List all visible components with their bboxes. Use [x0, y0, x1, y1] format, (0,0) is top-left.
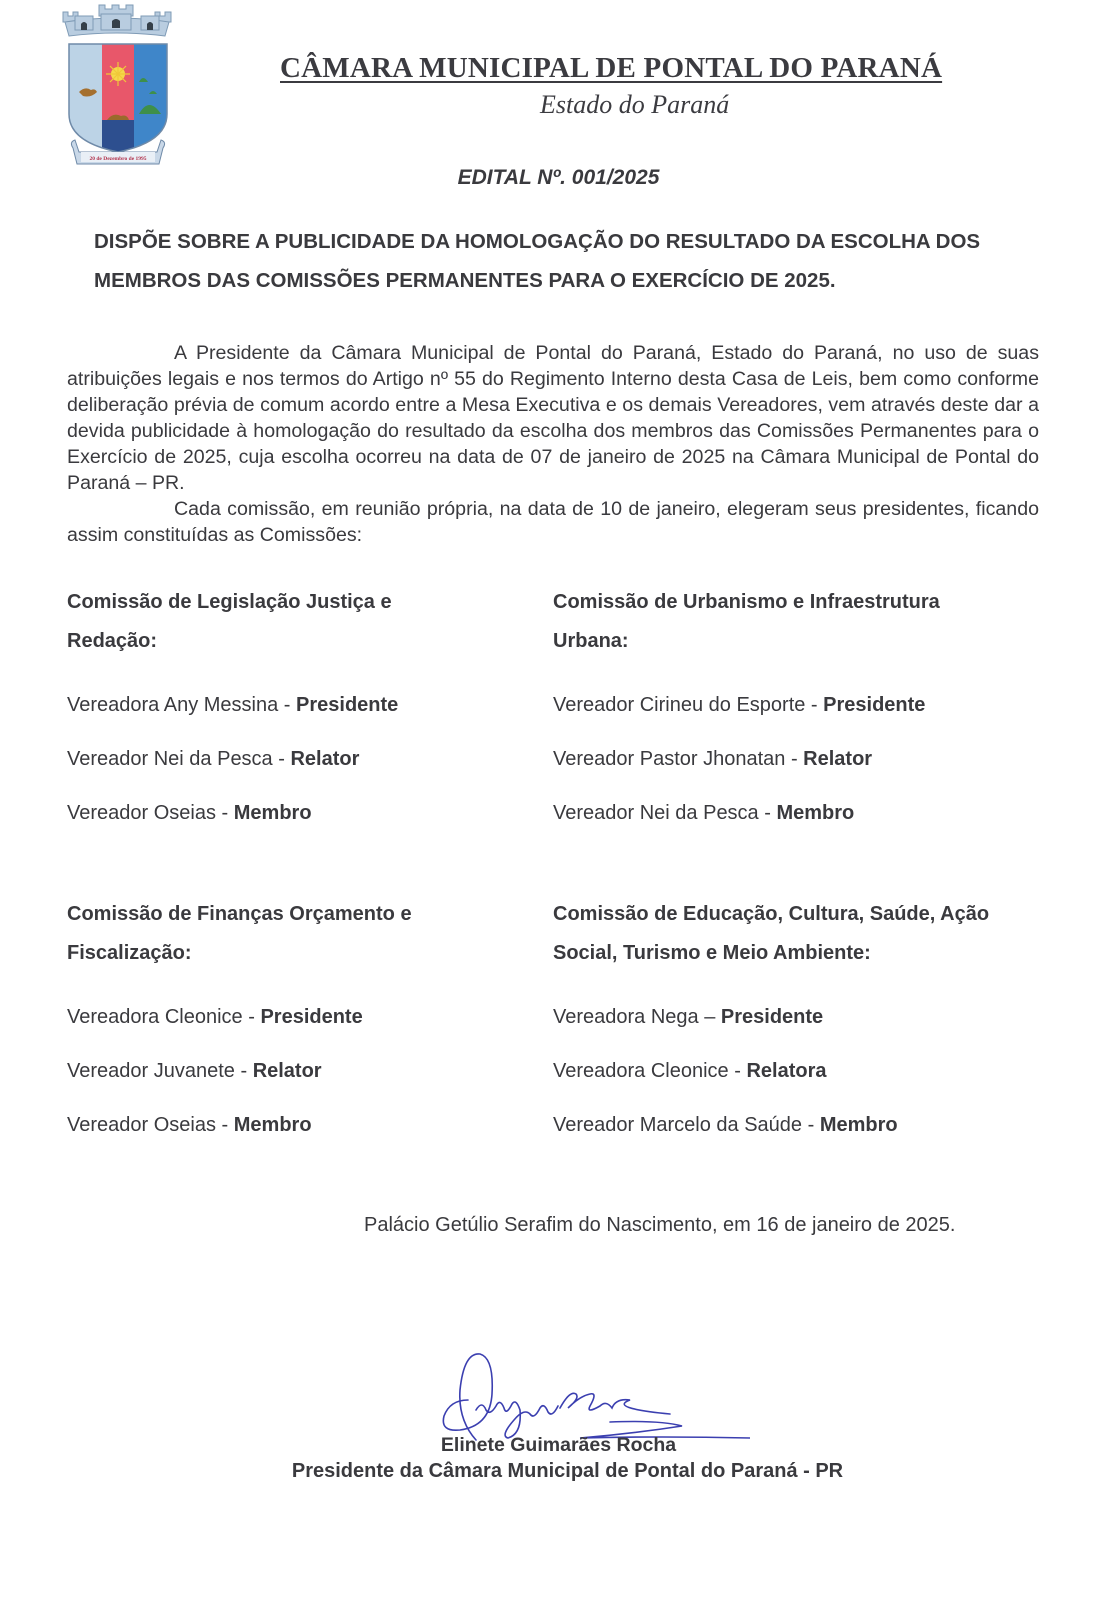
commission-member — [553, 801, 1013, 825]
member-role: Membro — [233, 802, 312, 824]
member-role: Presidente — [720, 1006, 824, 1028]
signer-role: Presidente da Câmara Municipal de Pontal do Paraná - PR — [291, 1460, 844, 1482]
member-role: Membro — [819, 1114, 898, 1136]
commission-educacao — [553, 895, 1013, 1137]
body-paragraph: Cada comissão, em reunião própria, na data de 10 de janeiro, elegeram seus presidentes, ficando assim constituídas as Comissões: — [67, 498, 1039, 546]
edital-summary: DISPÕE SOBRE A PUBLICIDADE DA HOMOLOGAÇÃO DO RESULTADO DA ESCOLHA DOS MEMBROS DAS COMISSÕES PERMANENTES PARA O EXERCÍCIO DE 2025. — [94, 230, 981, 292]
commission-title: Comissão de Finanças Orçamento e Fiscalização: — [67, 903, 412, 964]
member-role: Relator — [290, 748, 360, 770]
edital-number: EDITAL Nº. 001/2025 — [457, 166, 660, 189]
member-name: Vereadora Cleonice - — [553, 1060, 747, 1082]
commission-member — [553, 1005, 1013, 1029]
commission-member — [67, 1005, 527, 1029]
commission-member — [67, 1059, 527, 1083]
body-paragraph: A Presidente da Câmara Municipal de Pontal do Paraná, Estado do Paraná, no uso de suas atribuições legais e nos termos do Artigo nº 55 do Regimento Interno desta Casa de Leis, bem como conforme deliberação prévia de comum acordo entre a Mesa Executiva e os demais Vereadores, vem através deste dar a devida publicidade à homologação do resultado da escolha dos membros das Comissões Permanentes para o Exercício de 2025, cuja escolha ocorreu na data de 07 de janeiro de 2025 na Câmara Municipal de Pontal do Paraná – PR. — [67, 342, 1039, 494]
member-name: Vereadora Nega – — [553, 1006, 721, 1028]
commission-title: Comissão de Educação, Cultura, Saúde, Ação Social, Turismo e Meio Ambiente: — [553, 903, 990, 964]
member-role: Relatora — [746, 1060, 827, 1082]
institution-subtitle: Estado do Paraná — [540, 90, 730, 119]
member-name: Vereador Cirineu do Esporte - — [553, 694, 824, 716]
member-name: Vereador Juvanete - — [67, 1060, 253, 1082]
member-role: Relator — [252, 1060, 322, 1082]
member-name: Vereadora Cleonice - — [67, 1006, 261, 1028]
member-role: Membro — [776, 802, 855, 824]
member-role: Presidente — [296, 694, 399, 716]
commission-title: Comissão de Legislação Justiça e Redação: — [67, 591, 392, 652]
member-name: Vereador Marcelo da Saúde - — [553, 1114, 820, 1136]
institution-title: CÂMARA MUNICIPAL DE PONTAL DO PARANÁ — [280, 52, 943, 84]
commission-financas — [67, 895, 527, 1137]
commission-member — [553, 693, 1013, 717]
commission-legislacao — [67, 583, 527, 825]
member-name: Vereador Nei da Pesca - — [553, 802, 777, 824]
place-and-date: Palácio Getúlio Serafim do Nascimento, em 16 de janeiro de 2025. — [364, 1214, 956, 1236]
commission-member — [67, 747, 527, 771]
signer-name: Elinete Guimarães Rocha — [440, 1434, 677, 1456]
member-role: Presidente — [260, 1006, 363, 1028]
member-role: Presidente — [823, 694, 926, 716]
commission-member — [67, 801, 527, 825]
crest-motto: 20 de Dezembro de 1995 — [89, 156, 147, 162]
commission-urbanismo — [553, 583, 1013, 825]
edital-body — [67, 340, 1039, 548]
commission-member — [67, 693, 527, 717]
member-name: Vereador Pastor Jhonatan - — [553, 748, 804, 770]
commission-member — [553, 1113, 1013, 1137]
commission-member — [553, 1059, 1013, 1083]
member-role: Membro — [233, 1114, 312, 1136]
member-name: Vereadora Any Messina - — [67, 694, 297, 716]
commission-title: Comissão de Urbanismo e Infraestrutura Urbana: — [553, 591, 940, 652]
commission-member — [553, 747, 1013, 771]
member-name: Vereador Oseias - — [67, 1114, 234, 1136]
municipal-coat-of-arms — [55, 2, 180, 170]
member-name: Vereador Oseias - — [67, 802, 234, 824]
commission-member — [67, 1113, 527, 1137]
member-name: Vereador Nei da Pesca - — [67, 748, 291, 770]
member-role: Relator — [803, 748, 873, 770]
